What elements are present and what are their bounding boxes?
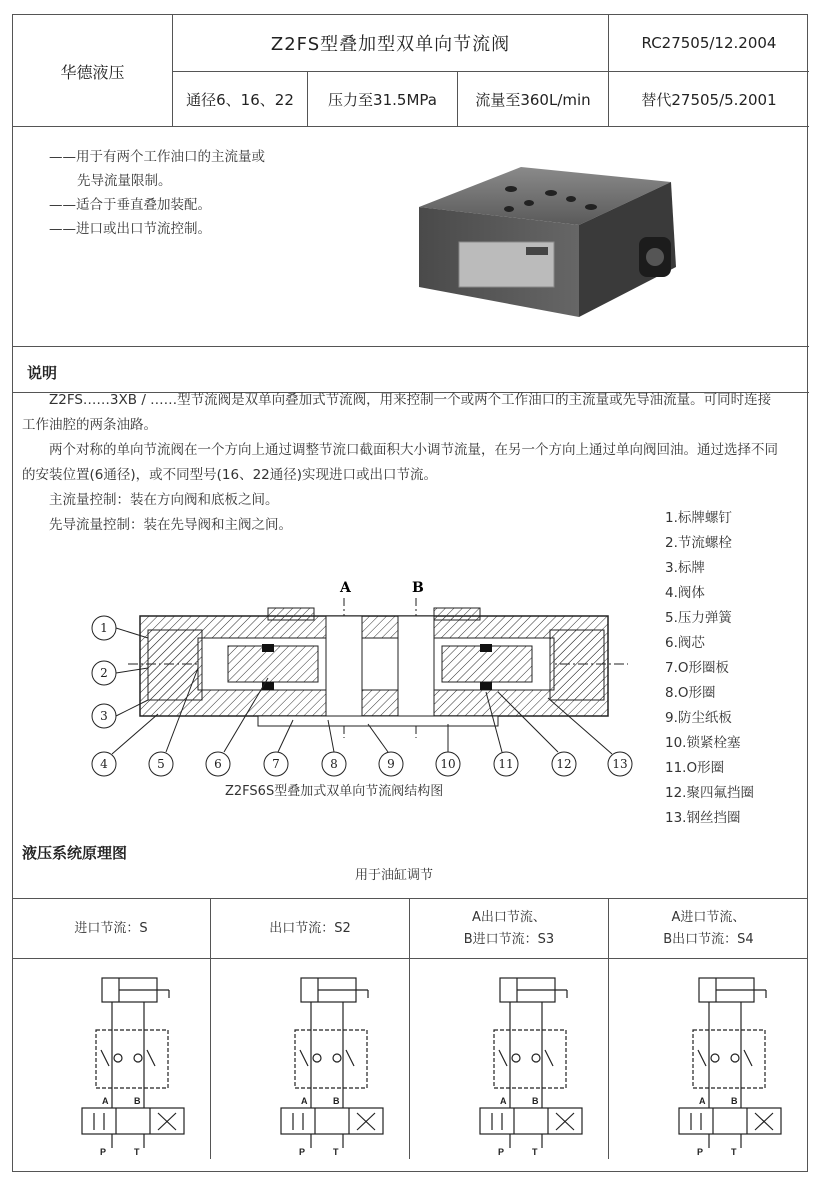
port-a-label: A: [340, 580, 351, 596]
check-valve: [134, 1054, 142, 1062]
hydraulic-title: 液压系统原理图: [22, 844, 128, 862]
svg-text:13: 13: [612, 757, 628, 771]
svg-text:10: 10: [440, 757, 456, 771]
svg-text:5: 5: [157, 757, 165, 771]
part-item: 4.阀体: [665, 585, 705, 601]
port-a-label: A: [301, 1096, 308, 1106]
port-a-label: A: [102, 1096, 109, 1106]
header-table: [13, 15, 809, 127]
throttle-arrow: [698, 1050, 706, 1066]
scheme-label-s2: 出口节流：S2: [211, 899, 410, 959]
svg-text:8: 8: [330, 757, 338, 771]
scheme-label-s3: A出口节流、 B进口节流：S3: [410, 899, 609, 959]
features-section: [13, 127, 809, 347]
port-t-label: T: [134, 1147, 140, 1157]
spec-replace: 替代27505/5.2001: [641, 91, 777, 109]
port-a-label: A: [699, 1096, 706, 1106]
callout-8: [322, 720, 346, 776]
svg-text:3: 3: [100, 709, 108, 723]
spec-pressure: 压力至31.5MPa: [308, 72, 458, 127]
description-paragraph: 两个对称的单向节流阀在一个方向上通过调整节流口截面积大小调节流量，在另一个方向上通过单向阀回油。通过选择不同的安装位置(6通径)，或不同型号(16、22通径)实现进口或出口节流。: [22, 442, 778, 483]
description-paragraph: 主流量控制：装在方向阀和底板之间。: [49, 492, 279, 508]
description-paragraph: Z2FS……3XB / ……型节流阀是双单向叠加式节流阀，用来控制一个或两个工作油口的主流量或先导油流量。可同时连接工作油腔的两条油路。: [22, 392, 772, 433]
port-b-label: B: [412, 580, 424, 596]
hydraulic-subtitle: 用于油缸调节: [355, 868, 434, 883]
scheme-label-s4: A进口节流、 B出口节流：S4: [609, 899, 808, 959]
schematic-2: [281, 978, 383, 1157]
callout-10: [436, 724, 460, 776]
callout-7: [264, 720, 293, 776]
part-item: 2.节流螺栓: [665, 535, 732, 551]
svg-text:9: 9: [387, 757, 395, 771]
port-b-label: B: [134, 1096, 141, 1106]
scheme-label-s: 进口节流：S: [12, 899, 211, 959]
description-paragraph: 先导流量控制：装在先导阀和主阀之间。: [49, 517, 292, 533]
part-item: 10.锁紧栓塞: [665, 735, 741, 751]
part-item: 9.防尘纸板: [665, 710, 732, 726]
valve-photo: [401, 147, 701, 332]
port-b-label: B: [333, 1096, 340, 1106]
port-t-label: T: [731, 1147, 737, 1157]
throttle-block: [96, 1030, 168, 1088]
parts-list: [665, 506, 754, 831]
port-p-label: P: [697, 1147, 704, 1157]
throttle-block: [494, 1030, 566, 1088]
part-item: 6.阀芯: [665, 635, 705, 651]
hydraulic-schematics: [12, 958, 808, 1158]
throttle-arrow: [101, 1050, 109, 1066]
throttle-arrow: [147, 1050, 155, 1066]
section-title: 说明: [13, 347, 809, 393]
svg-text:12: 12: [556, 757, 572, 771]
part-item: 11.O形圈: [665, 760, 725, 776]
throttle-block: [295, 1030, 367, 1088]
svg-text:11: 11: [498, 757, 514, 771]
port-p-label: P: [100, 1147, 107, 1157]
throttle-arrow: [499, 1050, 507, 1066]
schematic-3: [480, 978, 582, 1157]
port-b-label: B: [731, 1096, 738, 1106]
check-valve: [313, 1054, 321, 1062]
brand-name: 华德液压: [13, 15, 173, 127]
svg-text:7: 7: [272, 757, 280, 771]
port-b-label: B: [532, 1096, 539, 1106]
port-p-label: P: [299, 1147, 306, 1157]
throttle-arrow: [744, 1050, 752, 1066]
part-item: 1.标牌螺钉: [665, 510, 732, 526]
directional-valve: [281, 1108, 383, 1134]
part-item: 7.O形圈板: [665, 660, 730, 676]
part-item: 12.聚四氟挡圈: [665, 785, 754, 801]
check-valve: [333, 1054, 341, 1062]
directional-valve: [82, 1108, 184, 1134]
check-valve: [532, 1054, 540, 1062]
directional-valve: [480, 1108, 582, 1134]
part-item: 8.O形圈: [665, 685, 716, 701]
check-valve: [731, 1054, 739, 1062]
throttle-arrow: [300, 1050, 308, 1066]
svg-text:2: 2: [100, 666, 108, 680]
svg-text:6: 6: [214, 757, 222, 771]
feature-list: [49, 145, 265, 241]
schematic-1: [82, 978, 184, 1157]
feature-item: ——用于有两个工作油口的主流量或: [49, 149, 265, 165]
throttle-arrow: [346, 1050, 354, 1066]
part-item: 5.压力弹簧: [665, 610, 732, 626]
throttle-arrow: [545, 1050, 553, 1066]
svg-text:1: 1: [100, 621, 108, 635]
part-item: 13.钢丝挡圈: [665, 810, 741, 826]
port-t-label: T: [333, 1147, 339, 1157]
feature-item: 先导流量限制。: [77, 173, 172, 189]
feature-item: ——适合于垂直叠加装配。: [49, 197, 211, 213]
product-title: Z2FS型叠加型双单向节流阀: [173, 15, 609, 72]
doc-code: RC27505/12.2004: [609, 15, 809, 72]
part-item: 3.标牌: [665, 560, 705, 576]
structure-diagram: [78, 568, 638, 778]
throttle-block: [693, 1030, 765, 1088]
port-t-label: T: [532, 1147, 538, 1157]
callout-9: [368, 724, 403, 776]
port-a-label: A: [500, 1096, 507, 1106]
spec-size: 通径6、16、22: [173, 72, 308, 127]
svg-text:4: 4: [100, 757, 108, 771]
check-valve: [512, 1054, 520, 1062]
spec-flow: 流量至360L/min: [458, 72, 609, 127]
check-valve: [711, 1054, 719, 1062]
feature-item: ——进口或出口节流控制。: [49, 221, 211, 237]
schematic-4: [679, 978, 781, 1157]
directional-valve: [679, 1108, 781, 1134]
port-p-label: P: [498, 1147, 505, 1157]
diagram-caption: Z2FS6S型叠加式双单向节流阀结构图: [225, 784, 444, 799]
check-valve: [114, 1054, 122, 1062]
